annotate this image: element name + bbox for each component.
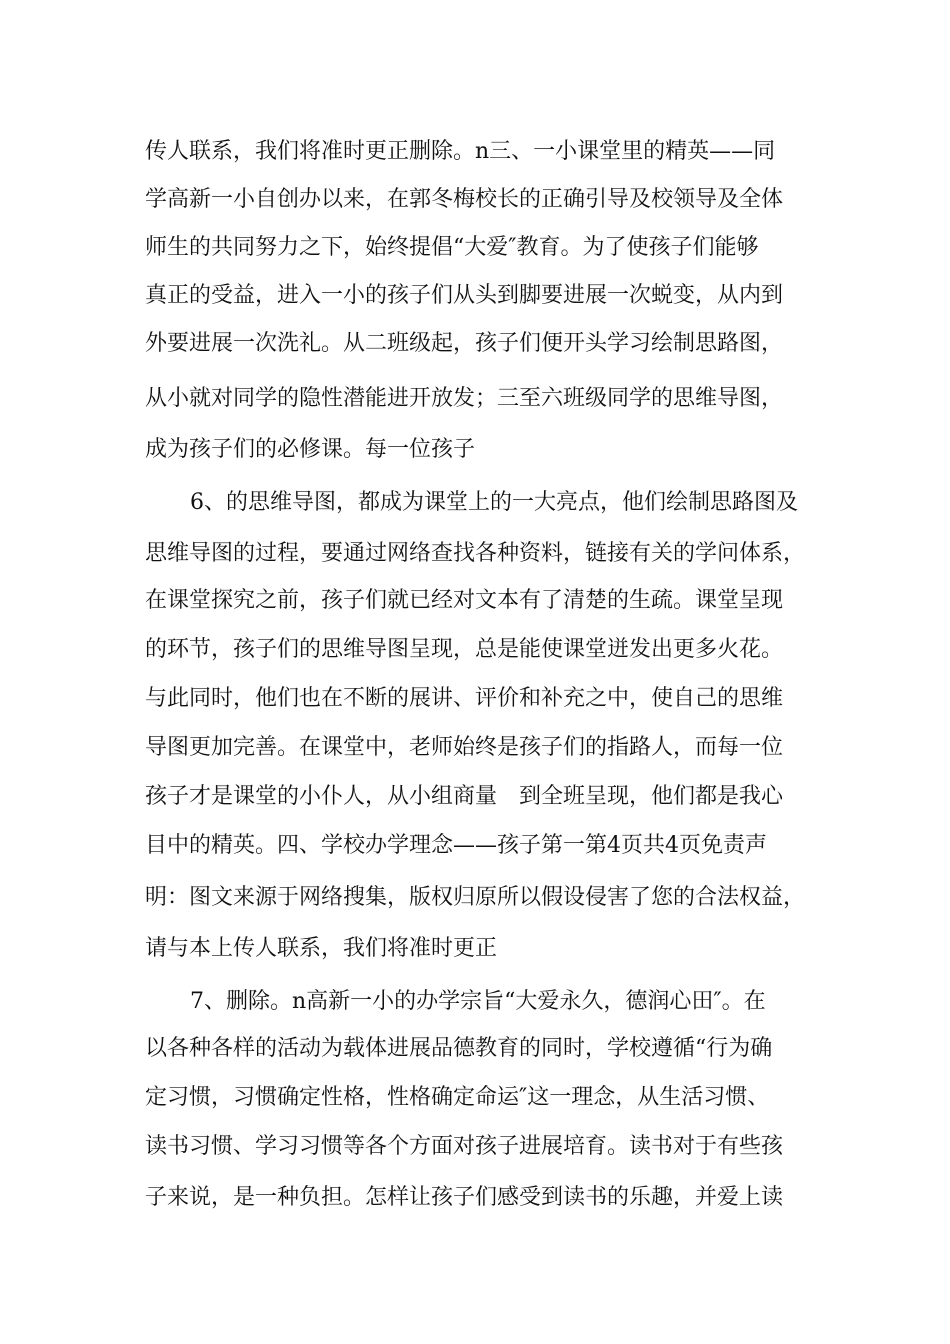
text-line: 成为孩子们的必修课。每一位孩子 [145, 437, 476, 462]
text-line: 的环节，孩子们的思维导图呈现，总是能使课堂迸发出更多火花。 [145, 637, 784, 662]
text-line: 师生的共同努力之下，始终提倡“大爱″教育。为了使孩子们能够 [145, 235, 759, 260]
text-line: 学高新一小自创办以来，在郭冬梅校长的正确引导及校领导及全体 [145, 187, 784, 212]
paragraph-first-line: 7、删除。n高新一小的办学宗旨“大爱永久，德润心田″。在 [190, 989, 766, 1014]
text-line: 传人联系，我们将准时更正删除。n三、一小课堂里的精英——同 [145, 139, 776, 164]
text-line: 读书习惯、学习习惯等各个方面对孩子进展培育。读书对于有些孩 [145, 1134, 784, 1159]
text-line: 请与本上传人联系，我们将准时更正 [145, 936, 498, 961]
text-line: 子来说，是一种负担。怎样让孩子们感受到读书的乐趣，并爱上读 [145, 1185, 784, 1210]
text-line: 思维导图的过程，要通过网络查找各种资料，链接有关的学问体系， [145, 541, 806, 566]
text-line: 定习惯，习惯确定性格，性格确定命运″这一理念，从生活习惯、 [145, 1085, 770, 1110]
text-line: 目中的精英。四、学校办学理念——孩子第一第4页共4页免责声 [145, 833, 767, 858]
paragraph-first-line: 6、的思维导图，都成为课堂上的一大亮点，他们绘制思路图及 [190, 490, 798, 515]
text-line: 孩子才是课堂的小仆人，从小组商量 到全班呈现，他们都是我心 [145, 784, 784, 809]
text-line: 在课堂探究之前，孩子们就已经对文本有了清楚的生疏。课堂呈现 [145, 588, 784, 613]
text-line: 从小就对同学的隐性潜能进开放发；三至六班级同学的思维导图， [145, 386, 784, 411]
text-line: 明：图文来源于网络搜集，版权归原所以假设侵害了您的合法权益， [145, 885, 806, 910]
text-line: 真正的受益，进入一小的孩子们从头到脚要进展一次蜕变，从内到 [145, 283, 784, 308]
text-line: 与此同时，他们也在不断的展讲、评价和补充之中，使自己的思维 [145, 686, 784, 711]
text-line: 以各种各样的活动为载体进展品德教育的同时，学校遵循“行为确 [145, 1036, 773, 1061]
text-line: 导图更加完善。在课堂中，老师始终是孩子们的指路人，而每一位 [145, 735, 784, 760]
text-line: 外要进展一次洗礼。从二班级起，孩子们便开头学习绘制思路图， [145, 331, 784, 356]
